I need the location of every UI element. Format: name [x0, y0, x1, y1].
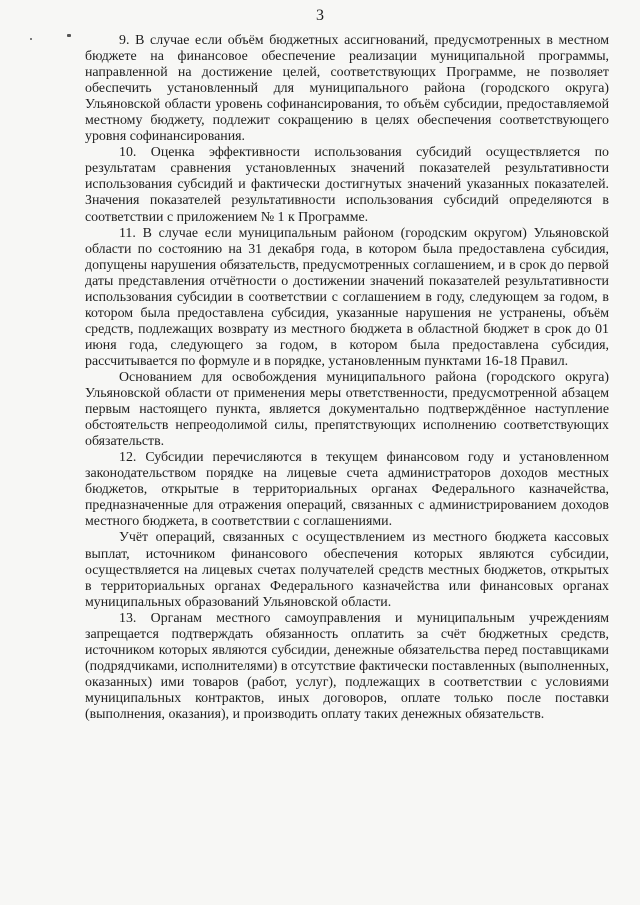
paragraph-clause-9: 9. В случае если объём бюджетных ассигнований, предусмотренных в местном бюджете на финансовое обеспечение реализации муниципальной программы, направленной на достижение целей, соответствующих Программе, не позволяет обеспечить установленный для муниципального района (городского округа) Ульяновской области уровень софинансирования, то объём субсидии, предоставляемой местному бюджету, подлежит сокращению в целях обеспечения соответствующего уровня софинансирования. [85, 33, 609, 145]
page-number: 3 [316, 7, 324, 24]
scan-speck [67, 34, 71, 37]
paragraph-clause-13: 13. Органам местного самоуправления и муниципальным учреждениям запрещается подтверждать обязанность оплатить за счёт бюджетных средств, источником которых являются субсидии, денежные обязательства перед поставщиками (подрядчиками, исполнителями) в отсутствие фактически поставленных (выполненных, оказанных) ими товаров (работ, услуг), подлежащих в соответствии с условиями муниципальных контрактов, иных договоров, оплате только после поставки (выполнения, оказания), и производить оплату таких денежных обязательств. [85, 610, 609, 722]
paragraph-clause-11-exemption: Основанием для освобождения муниципального района (городского округа) Ульяновской области от применения меры ответственности, предусмотренной абзацем первым настоящего пункта, является документально подтверждённое наступление обстоятельств непреодолимой силы, препятствующих исполнению соответствующих обязательств. [85, 369, 609, 450]
paragraph-clause-11: 11. В случае если муниципальным районом (городским округом) Ульяновской области по состоянию на 31 декабря года, в котором была предоставлена субсидия, допущены нарушения обязательств, предусмотренных соглашением, и в срок до первой даты представления отчётности о достижении значений показателей результативности использования субсидии в соответствии с соглашением в году, следующем за годом, в котором была предоставлена субсидия, указанные нарушения не устранены, объём средств, подлежащих возврату из местного бюджета в областной бюджет в срок до 01 июня года, следующего за годом, в котором была предоставлена субсидия, рассчитывается по формуле и в порядке, установленным пунктами 16-18 Правил. [85, 225, 609, 369]
paragraph-clause-12-accounting: Учёт операций, связанных с осуществлением из местного бюджета кассовых выплат, источником финансового обеспечения которых являются субсидии, осуществляется на лицевых счетах получателей средств местных бюджетов, открытых в территориальных органах Федерального казначейства или финансовых органах муниципальных образований Ульяновской области. [85, 530, 609, 610]
scan-speck [30, 38, 32, 40]
document-body [85, 33, 609, 723]
paragraph-clause-12: 12. Субсидии перечисляются в текущем финансовом году и установленном законодательством порядке на лицевые счета администраторов доходов местных бюджетов, открытые в территориальных органах Федерального казначейства, предназначенные для отражения операций, связанных с администрированием доходов местного бюджета, в соответствии с соглашениями. [85, 450, 609, 530]
paragraph-clause-10: 10. Оценка эффективности использования субсидий осуществляется по результатам сравнения установленных значений показателей результативности использования субсидий и фактически достигнутых значений указанных показателей. Значения показателей результативности использования субсидий определяются в соответствии с приложением № 1 к Программе. [85, 145, 609, 225]
